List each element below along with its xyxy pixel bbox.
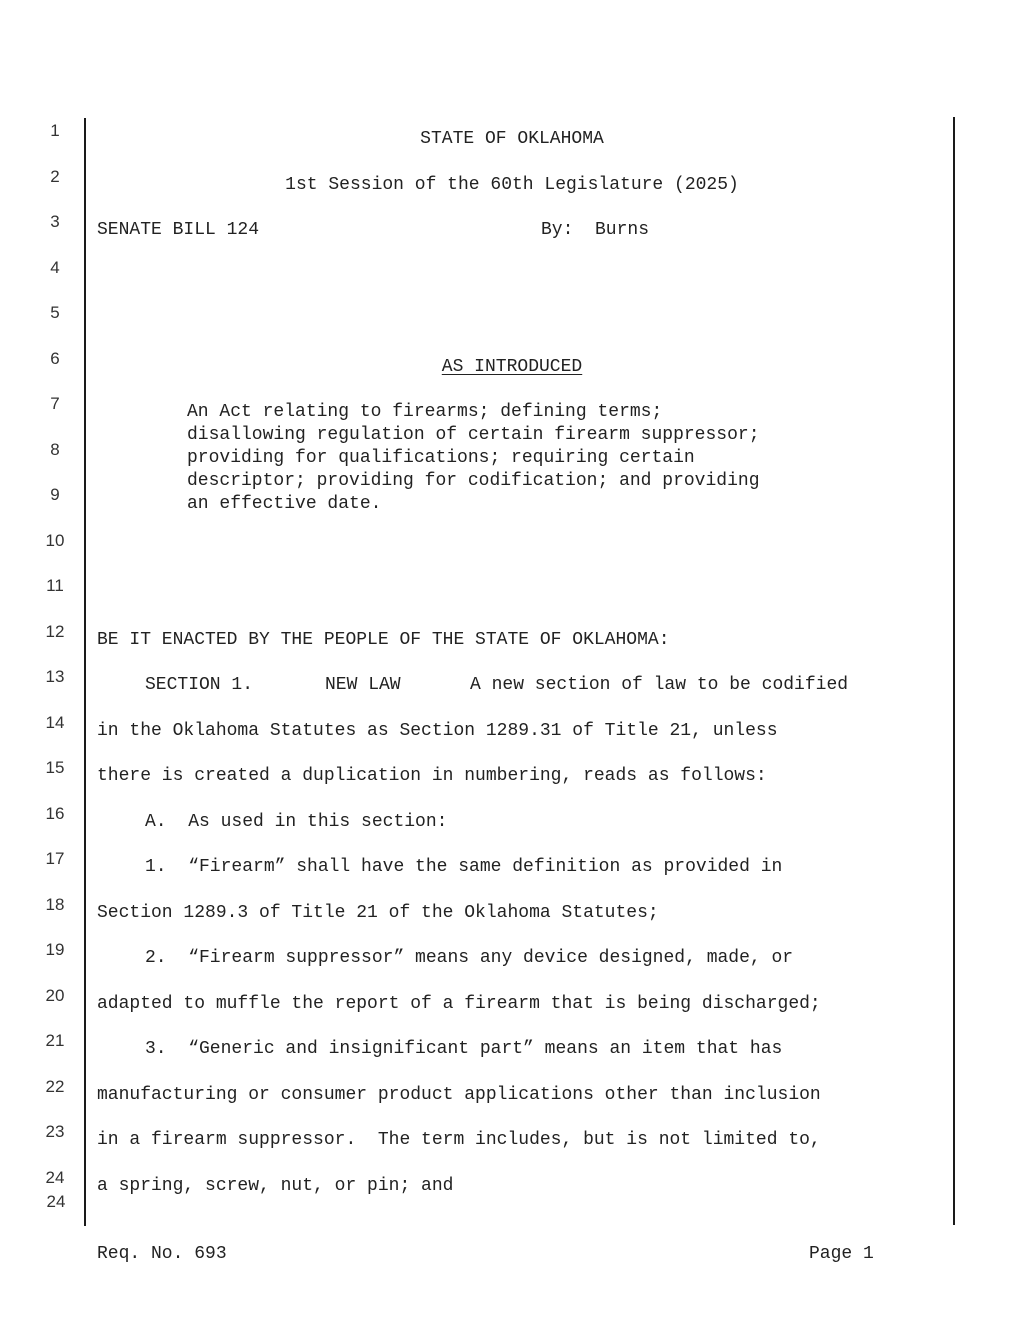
line-number: 16 — [45, 804, 65, 823]
right-margin-rule — [953, 117, 955, 1225]
section-label: SECTION 1. — [145, 675, 254, 695]
line-number: 7 — [50, 394, 60, 413]
line-number: 2 — [50, 167, 60, 186]
page-number: Page 1 — [809, 1244, 874, 1264]
body-line: in a firearm suppressor. The term includes, but is not limited to, — [97, 1130, 821, 1150]
line-number: 13 — [45, 667, 65, 686]
body-line: 2. “Firearm suppressor” means any device designed, made, or — [145, 948, 794, 968]
line-number: 5 — [50, 303, 60, 322]
body-line: Section 1289.3 of Title 21 of the Oklahoma Statutes; — [97, 903, 659, 923]
request-number: Req. No. 693 — [97, 1244, 227, 1264]
line-number: 20 — [45, 986, 65, 1005]
new-law-label: NEW LAW — [325, 675, 401, 695]
title-line: an effective date. — [187, 494, 382, 514]
line-number: 9 — [50, 485, 60, 504]
line-number-overflow-glyph: 24 — [46, 1192, 66, 1211]
bill-title — [187, 401, 887, 516]
bill-number: SENATE BILL 124 — [97, 220, 260, 240]
line-number: 11 — [46, 576, 64, 595]
line-number: 18 — [45, 895, 65, 914]
line-number: 19 — [45, 940, 65, 959]
line-number: 17 — [45, 849, 65, 868]
body-line: 1. “Firearm” shall have the same definition as provided in — [145, 857, 783, 877]
state-heading: STATE OF OKLAHOMA — [420, 129, 604, 149]
line-number-overflow-fragment — [44, 1192, 68, 1211]
line-number: 24 — [45, 1168, 65, 1187]
line-number: 12 — [45, 622, 65, 641]
line-number: 14 — [45, 713, 65, 732]
line-number: 8 — [50, 440, 60, 459]
left-margin-rule — [84, 118, 86, 1226]
status-heading-text: AS INTRODUCED — [441, 357, 583, 377]
line-number: 15 — [45, 758, 65, 777]
status-heading — [97, 356, 927, 378]
line-number: 21 — [45, 1031, 65, 1050]
section-text: A new section of law to be codified — [470, 675, 849, 695]
line-number: 6 — [50, 349, 60, 368]
line-number: 4 — [50, 258, 60, 277]
line-number: 10 — [45, 531, 65, 550]
line-number: 1 — [50, 121, 60, 140]
title-line: providing for qualifications; requiring certain — [187, 448, 695, 468]
title-line: disallowing regulation of certain firearm suppressor; — [187, 425, 760, 445]
body-line: manufacturing or consumer product applications other than inclusion — [97, 1085, 821, 1105]
title-line: An Act relating to firearms; defining terms; — [187, 402, 663, 422]
line-number: 22 — [45, 1077, 65, 1096]
enacting-clause: BE IT ENACTED BY THE PEOPLE OF THE STATE OF OKLAHOMA: — [97, 630, 670, 650]
body-line: 3. “Generic and insignificant part” means an item that has — [145, 1039, 783, 1059]
body-line: in the Oklahoma Statutes as Section 1289.31 of Title 21, unless — [97, 721, 778, 741]
title-line: descriptor; providing for codification; and providing — [187, 471, 760, 491]
line-number: 23 — [45, 1122, 65, 1141]
body-line: A. As used in this section: — [145, 812, 448, 832]
body-line: there is created a duplication in numbering, reads as follows: — [97, 766, 767, 786]
bill-author: By: Burns — [541, 220, 650, 240]
body-line: a spring, screw, nut, or pin; and — [97, 1176, 454, 1196]
body-line: adapted to muffle the report of a firearm that is being discharged; — [97, 994, 821, 1014]
line-number: 3 — [50, 212, 60, 231]
session-heading: 1st Session of the 60th Legislature (2025) — [285, 175, 739, 195]
